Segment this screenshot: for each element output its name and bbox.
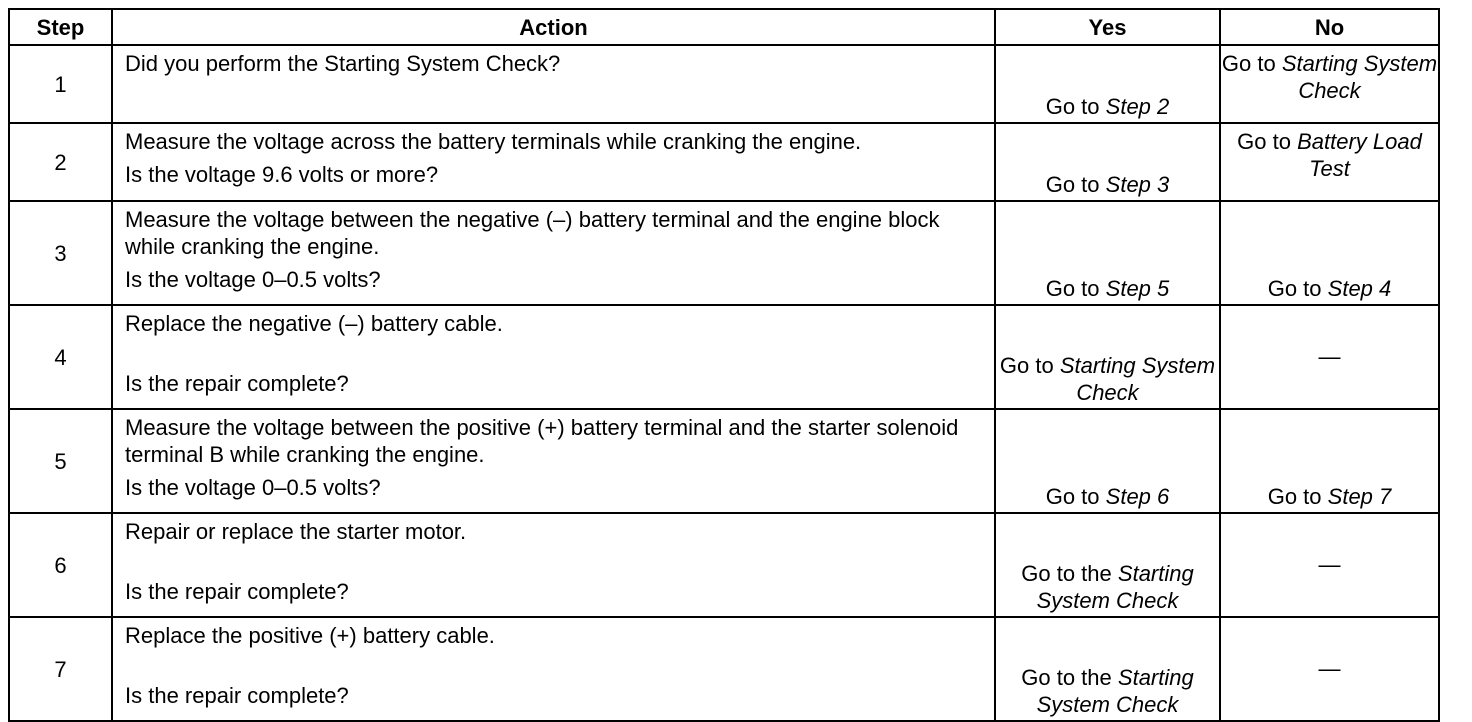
header-yes: Yes bbox=[995, 9, 1220, 45]
no-reference: Step 7 bbox=[1327, 484, 1392, 509]
yes-cell bbox=[995, 409, 1220, 513]
no-prefix: Go to bbox=[1237, 129, 1291, 154]
action-text: Measure the voltage between the negative (–) battery terminal and the engine block while cranking the engine. bbox=[125, 207, 940, 259]
no-reference: Starting System Check bbox=[1281, 51, 1438, 103]
no-reference: Step 4 bbox=[1327, 276, 1392, 301]
table-row bbox=[9, 123, 1439, 201]
yes-reference: Step 5 bbox=[1105, 276, 1170, 301]
no-reference: Battery Load Test bbox=[1297, 129, 1422, 181]
action-text: Replace the negative (–) battery cable. bbox=[125, 311, 503, 336]
action-question: Is the voltage 9.6 volts or more? bbox=[125, 162, 439, 187]
yes-cell bbox=[995, 201, 1220, 305]
action-cell bbox=[112, 123, 995, 201]
yes-cell bbox=[995, 513, 1220, 617]
header-no: No bbox=[1220, 9, 1439, 45]
yes-cell bbox=[995, 123, 1220, 201]
no-cell bbox=[1220, 123, 1439, 201]
action-question: Is the voltage 0–0.5 volts? bbox=[125, 475, 381, 500]
action-question: Is the repair complete? bbox=[125, 683, 349, 708]
no-cell bbox=[1220, 409, 1439, 513]
yes-prefix: Go to bbox=[999, 353, 1054, 378]
step-number: 7 bbox=[9, 617, 112, 721]
yes-prefix: Go to bbox=[1045, 276, 1100, 301]
yes-cell bbox=[995, 617, 1220, 721]
yes-prefix: Go to the bbox=[1021, 665, 1112, 690]
yes-reference: Step 6 bbox=[1105, 484, 1170, 509]
action-question: Is the repair complete? bbox=[125, 579, 349, 604]
step-number: 6 bbox=[9, 513, 112, 617]
action-cell bbox=[112, 45, 995, 123]
yes-reference: Step 3 bbox=[1105, 172, 1170, 197]
step-number: 1 bbox=[9, 45, 112, 123]
action-text: Did you perform the Starting System Check? bbox=[125, 51, 561, 76]
yes-reference: Step 2 bbox=[1105, 94, 1170, 119]
yes-reference: Starting System Check bbox=[1059, 353, 1216, 405]
action-cell bbox=[112, 305, 995, 409]
action-text: Measure the voltage between the positive (+) battery terminal and the starter solenoid terminal B while cranking the engine. bbox=[125, 415, 959, 467]
action-question: Is the voltage 0–0.5 volts? bbox=[125, 267, 381, 292]
yes-prefix: Go to the bbox=[1021, 561, 1112, 586]
header-row bbox=[9, 9, 1439, 45]
table-row bbox=[9, 201, 1439, 305]
no-prefix: Go to bbox=[1267, 484, 1322, 509]
no-cell bbox=[1220, 201, 1439, 305]
action-question: Is the repair complete? bbox=[125, 371, 349, 396]
yes-cell bbox=[995, 305, 1220, 409]
yes-reference: Starting System Check bbox=[1036, 665, 1194, 717]
no-prefix: Go to bbox=[1221, 51, 1276, 76]
diagnostic-table bbox=[8, 8, 1440, 722]
table-row bbox=[9, 45, 1439, 123]
action-text: Measure the voltage across the battery terminals while cranking the engine. bbox=[125, 129, 862, 154]
yes-cell bbox=[995, 45, 1220, 123]
action-text: Repair or replace the starter motor. bbox=[125, 519, 467, 544]
table-row bbox=[9, 617, 1439, 721]
yes-prefix: Go to bbox=[1045, 94, 1100, 119]
no-dash: — bbox=[1318, 343, 1341, 369]
no-prefix: Go to bbox=[1267, 276, 1322, 301]
action-cell bbox=[112, 617, 995, 721]
table-row bbox=[9, 305, 1439, 409]
no-dash: — bbox=[1318, 655, 1341, 681]
yes-prefix: Go to bbox=[1045, 172, 1100, 197]
no-cell bbox=[1220, 305, 1439, 409]
yes-prefix: Go to bbox=[1045, 484, 1100, 509]
yes-reference: Starting System Check bbox=[1036, 561, 1194, 613]
step-number: 4 bbox=[9, 305, 112, 409]
no-dash: — bbox=[1318, 551, 1341, 577]
table-row bbox=[9, 513, 1439, 617]
action-text: Replace the positive (+) battery cable. bbox=[125, 623, 495, 648]
step-number: 5 bbox=[9, 409, 112, 513]
table-row bbox=[9, 409, 1439, 513]
header-action: Action bbox=[112, 9, 995, 45]
no-cell bbox=[1220, 617, 1439, 721]
header-step: Step bbox=[9, 9, 112, 45]
no-cell bbox=[1220, 45, 1439, 123]
action-cell bbox=[112, 409, 995, 513]
step-number: 3 bbox=[9, 201, 112, 305]
action-cell bbox=[112, 513, 995, 617]
action-cell bbox=[112, 201, 995, 305]
step-number: 2 bbox=[9, 123, 112, 201]
no-cell bbox=[1220, 513, 1439, 617]
